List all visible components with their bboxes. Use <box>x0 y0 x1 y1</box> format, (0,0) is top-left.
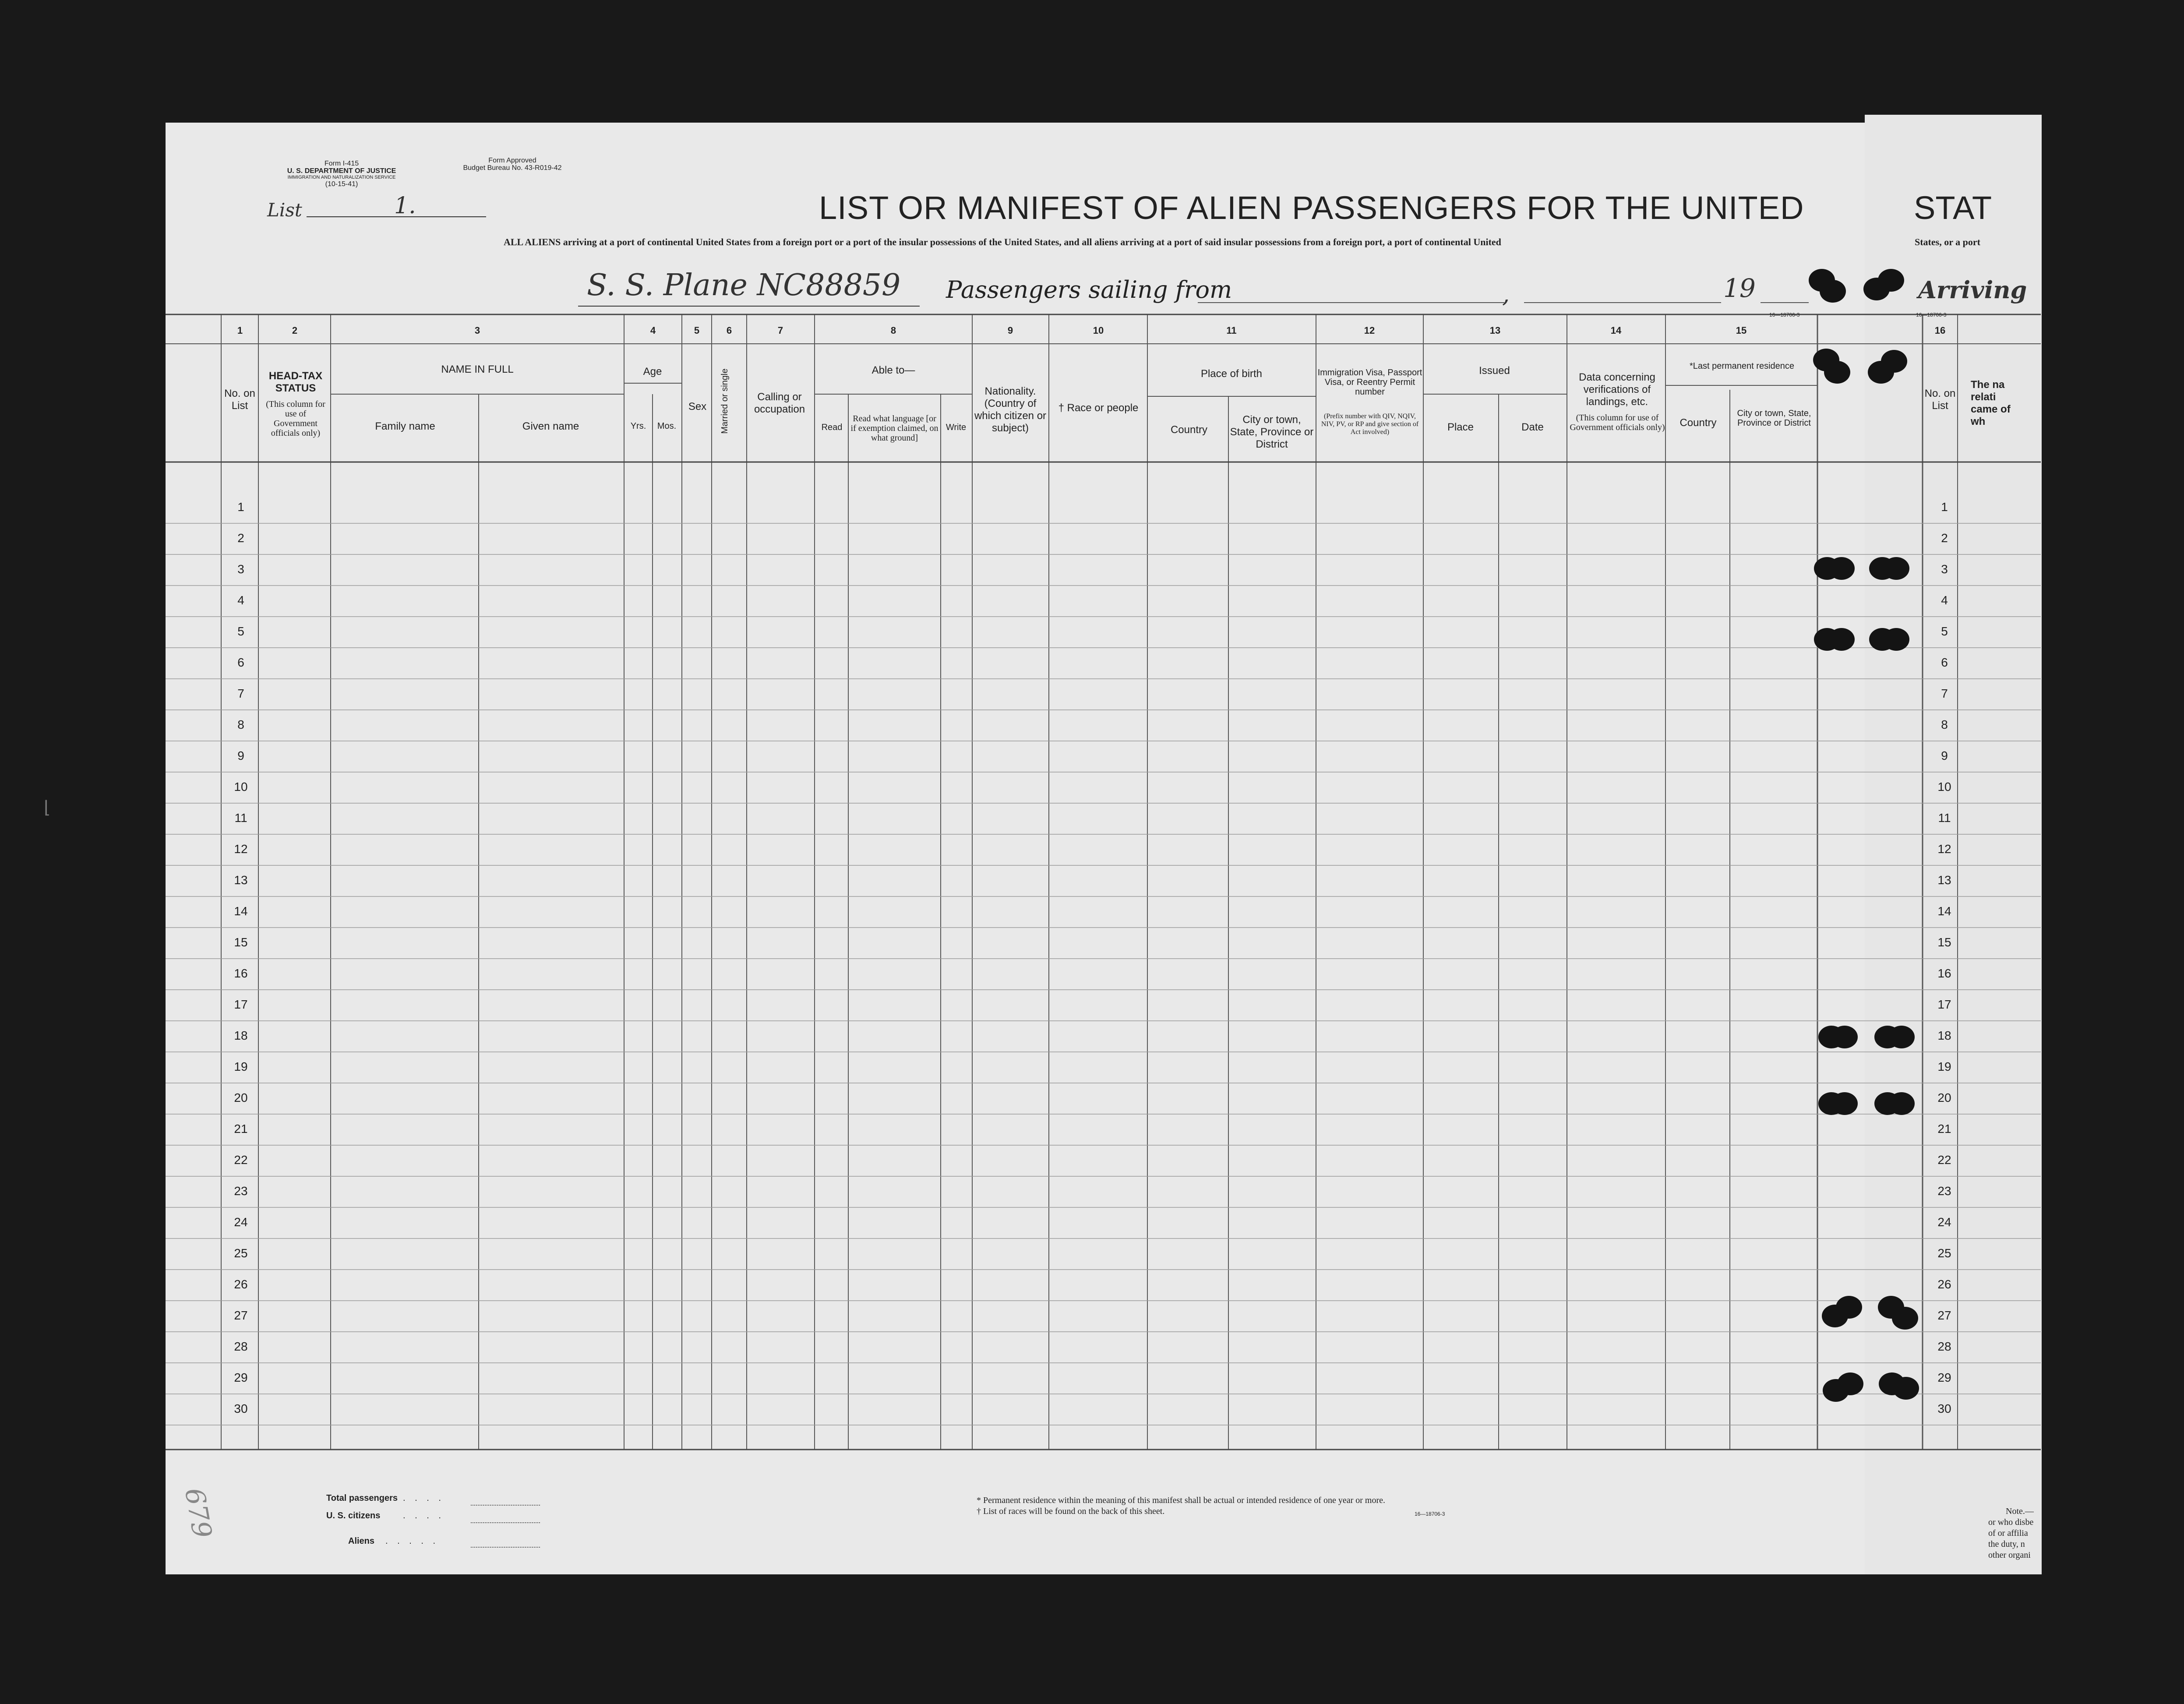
footer-right-note-1: Note.— <box>2006 1506 2034 1516</box>
column-number: 9 <box>1007 325 1013 336</box>
year-prefix: 19 <box>1723 273 1756 303</box>
row-number-left: 19 <box>234 1060 248 1073</box>
row-number-left: 28 <box>234 1340 248 1353</box>
punch-hole <box>1893 1377 1919 1400</box>
row-number-left: 4 <box>237 593 244 607</box>
row-number-left: 7 <box>237 687 244 700</box>
row-number-left: 24 <box>234 1215 248 1229</box>
punch-hole <box>1883 628 1909 651</box>
row-number-right: 12 <box>1937 842 1951 856</box>
column-number: 5 <box>694 325 700 336</box>
row-number-right: 6 <box>1941 656 1948 669</box>
row-number-left: 14 <box>234 904 248 918</box>
row-number-right: 29 <box>1937 1371 1951 1384</box>
list-number: 1. <box>394 193 416 219</box>
header-last-residence: *Last permanent residence <box>1689 361 1795 371</box>
form-code: (10-15-41) <box>325 180 358 188</box>
row-number-right: 3 <box>1941 562 1948 576</box>
column-number: 7 <box>777 325 783 336</box>
header-lr-city: City or town, State, Province or District <box>1737 409 1811 428</box>
header-visa-note: (Prefix number with QIV, NQIV, NIV, PV, or RP and give section of Act involved) <box>1321 413 1419 436</box>
row-number-right: 25 <box>1937 1246 1951 1260</box>
footer-note-residence: * Permanent residence within the meaning of this manifest shall be actual or intended residence of one year or more. <box>977 1496 1386 1505</box>
vessel-name: S. S. Plane NC88859 <box>587 268 901 303</box>
row-number-right: 24 <box>1937 1215 1951 1229</box>
sailing-from-label: Passengers sailing from <box>946 276 1232 303</box>
punch-hole <box>1828 628 1855 651</box>
row-number-left: 25 <box>234 1246 248 1260</box>
print-code-right: 16—18706-3 <box>1916 312 1947 318</box>
row-number-left: 26 <box>234 1277 248 1291</box>
column-number: 14 <box>1610 325 1622 336</box>
punch-hole <box>1831 1026 1858 1048</box>
row-number-right: 4 <box>1941 593 1948 607</box>
header-no-on-list: No. on List <box>224 388 255 412</box>
punch-hole <box>1828 557 1855 580</box>
header-head-tax-note: (This column for use of Government officials only) <box>266 399 325 438</box>
row-number-left: 9 <box>237 749 244 762</box>
row-number-left: 17 <box>234 998 248 1011</box>
row-number-left: 11 <box>234 811 247 825</box>
row-number-right: 28 <box>1937 1340 1951 1353</box>
service-name: IMMIGRATION AND NATURALIZATION SERVICE <box>287 175 396 180</box>
punch-hole <box>1831 1092 1858 1115</box>
row-number-left: 1 <box>237 500 244 514</box>
column-number: 8 <box>890 325 896 336</box>
row-number-right: 16 <box>1937 967 1951 980</box>
header-place-of-birth: Place of birth <box>1200 368 1263 380</box>
manifest-title: LIST OR MANIFEST OF ALIEN PASSENGERS FOR THE UNITED <box>819 190 1804 226</box>
header-yrs: Yrs. <box>630 421 646 431</box>
column-number: 2 <box>292 325 298 336</box>
row-number-left: 6 <box>237 656 244 669</box>
sailing-date-line <box>1524 302 1721 303</box>
row-number-right: 17 <box>1937 998 1951 1011</box>
header-head-tax: HEAD-TAX STATUS <box>268 370 323 394</box>
manifest-subtitle-continued: States, or a port <box>1915 236 1980 247</box>
row-number-left: 10 <box>234 780 248 794</box>
print-code: 16—18706-3 <box>1769 312 1800 318</box>
row-number-right: 20 <box>1937 1091 1951 1104</box>
column-number: 15 <box>1736 325 1747 336</box>
punch-hole <box>1836 1296 1862 1319</box>
punch-hole <box>1881 350 1907 373</box>
footer-citizens-line <box>471 1522 540 1523</box>
header-birth-city: City or town, State, Province or District <box>1230 414 1314 450</box>
row-number-left: 29 <box>234 1371 248 1384</box>
footer-aliens-label: Aliens <box>348 1536 375 1546</box>
list-underline <box>307 216 486 217</box>
header-read: Read <box>821 423 843 432</box>
header-issued-place: Place <box>1447 421 1474 433</box>
row-number-left: 27 <box>234 1309 248 1322</box>
row-number-left: 16 <box>234 967 248 980</box>
footer-citizens-label: U. S. citizens <box>326 1511 381 1521</box>
row-number-right: 9 <box>1941 749 1948 762</box>
row-number-right: 7 <box>1941 687 1948 700</box>
row-number-left: 30 <box>234 1402 248 1415</box>
header-given-name: Given name <box>522 420 579 432</box>
row-number-right: 23 <box>1937 1184 1951 1198</box>
row-number-left: 20 <box>234 1091 248 1104</box>
row-number-left: 3 <box>237 562 244 576</box>
column-number: 11 <box>1226 325 1237 336</box>
row-number-right: 1 <box>1941 500 1948 514</box>
header-race: † Race or people <box>1058 402 1139 414</box>
row-number-right: 2 <box>1941 531 1948 545</box>
footer-citizens-dots: . . . . <box>403 1511 445 1521</box>
header-data-note: (This column for use of Government officials only) <box>1570 413 1665 432</box>
row-number-right: 13 <box>1937 873 1951 887</box>
row-number-right: 15 <box>1937 935 1951 949</box>
footer-note-races: † List of races will be found on the back of this sheet. <box>977 1506 1165 1516</box>
header-no-on-list-right: No. on List <box>1924 388 1956 412</box>
punch-hole <box>1878 269 1904 292</box>
margin-scribble: 679 <box>178 1485 218 1541</box>
header-sex: Sex <box>688 401 707 413</box>
header-visa: Immigration Visa, Passport Visa, or Reentry Permit number <box>1317 368 1422 397</box>
header-nationality: Nationality. (Country of which citizen or subject) <box>974 385 1047 434</box>
row-number-left: 23 <box>234 1184 248 1198</box>
punch-hole <box>1888 1026 1915 1048</box>
row-number-right: 10 <box>1937 780 1951 794</box>
row-number-left: 12 <box>234 842 248 856</box>
manifest-title-continued: STAT <box>1914 190 1992 226</box>
row-number-left: 18 <box>234 1029 248 1042</box>
header-issued-date: Date <box>1521 421 1544 433</box>
budget-number: Budget Bureau No. 43-R019-42 <box>463 164 562 172</box>
header-able-to: Able to— <box>871 364 915 376</box>
row-number-right: 5 <box>1941 624 1948 638</box>
row-number-right: 18 <box>1937 1029 1951 1042</box>
footer-right-note-4: the duty, n <box>1988 1539 2025 1549</box>
header-data-concerning: Data concerning verifications of landings, etc. <box>1579 371 1655 408</box>
arriving-label: Arriving <box>1918 276 2027 304</box>
column-number: 6 <box>726 325 732 336</box>
punch-hole <box>1892 1307 1918 1330</box>
punch-hole <box>1888 1092 1915 1115</box>
header-write: Write <box>946 423 967 432</box>
scan-mark: ⌊ <box>44 797 51 817</box>
row-number-right: 11 <box>1938 811 1951 825</box>
manifest-subtitle: ALL ALIENS arriving at a port of continental United States from a foreign port or a port of the insular possessions of the United States, and all aliens arriving at a port of said insular possessions from a foreign port, a port of continental United <box>504 236 1501 247</box>
footer-total-label: Total passengers <box>326 1493 398 1503</box>
department: U. S. DEPARTMENT OF JUSTICE <box>287 167 396 175</box>
footer-aliens-line <box>471 1547 540 1548</box>
header-right-partial: The na relati came of wh <box>1971 379 2011 427</box>
column-number: 13 <box>1489 325 1501 336</box>
footer-right-note-5: other organi <box>1988 1550 2031 1560</box>
sailing-port-line <box>1198 302 1504 303</box>
punch-hole <box>1883 557 1909 580</box>
row-number-right: 19 <box>1937 1060 1951 1073</box>
footer-total-line <box>471 1505 540 1506</box>
header-birth-country: Country <box>1170 424 1208 436</box>
row-number-right: 8 <box>1941 718 1948 731</box>
punch-hole <box>1837 1372 1863 1395</box>
row-number-right: 30 <box>1937 1402 1951 1415</box>
punch-hole <box>1824 361 1850 384</box>
column-number: 3 <box>474 325 480 336</box>
row-number-right: 27 <box>1937 1309 1951 1322</box>
header-calling: Calling or occupation <box>754 391 805 415</box>
row-number-right: 22 <box>1937 1153 1951 1167</box>
row-number-right: 14 <box>1937 904 1951 918</box>
column-number: 16 <box>1934 325 1946 336</box>
header-lr-country: Country <box>1679 417 1717 429</box>
row-number-left: 13 <box>234 873 248 887</box>
row-number-right: 21 <box>1937 1122 1951 1136</box>
column-number: 12 <box>1364 325 1375 336</box>
header-name-in-full: NAME IN FULL <box>441 363 514 375</box>
header-read-language: Read what language [or if exemption claimed, on what ground] <box>850 414 939 443</box>
row-number-left: 21 <box>234 1122 248 1136</box>
header-issued: Issued <box>1479 365 1510 377</box>
column-number: 10 <box>1093 325 1104 336</box>
row-number-left: 8 <box>237 718 244 731</box>
footer-total-dots: . . . . <box>403 1493 445 1503</box>
header-mos: Mos. <box>657 421 677 431</box>
header-family-name: Family name <box>375 420 435 432</box>
row-number-left: 5 <box>237 624 244 638</box>
footer-right-note-3: of or affilia <box>1988 1528 2028 1538</box>
footer-right-note-2: or who disbe <box>1988 1517 2034 1527</box>
footer-print-code: 16—18706-3 <box>1415 1511 1445 1517</box>
row-number-left: 22 <box>234 1153 248 1167</box>
list-label: List <box>267 199 302 221</box>
header-married: Married or single <box>720 368 730 434</box>
vessel-underline <box>578 306 920 307</box>
header-age: Age <box>643 366 662 377</box>
column-number: 4 <box>650 325 656 336</box>
comma: , <box>1502 280 1510 308</box>
row-number-left: 2 <box>237 531 244 545</box>
form-approved: Form Approved <box>488 157 536 164</box>
row-number-right: 26 <box>1937 1277 1951 1291</box>
row-number-left: 15 <box>234 935 248 949</box>
form-number: Form I-415 <box>324 160 359 167</box>
column-number: 1 <box>237 325 243 336</box>
year-line <box>1761 302 1809 303</box>
footer-aliens-dots: . . . . . <box>385 1536 439 1546</box>
punch-hole <box>1820 280 1846 303</box>
